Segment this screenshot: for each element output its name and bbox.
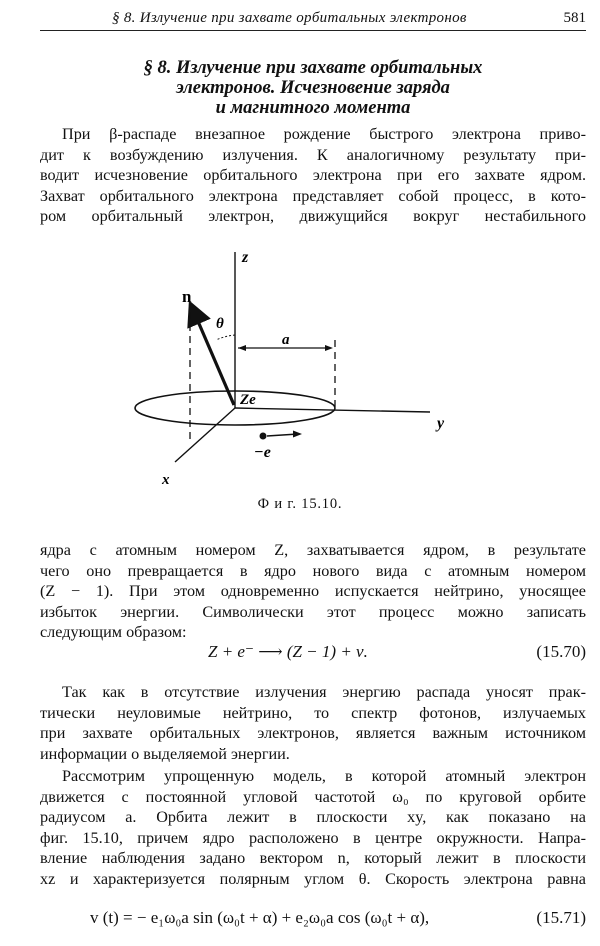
equation-15-70-formula: Z + e⁻ ⟶ (Z − 1) + ν. [208, 642, 368, 661]
label-n: n [182, 287, 192, 306]
label-a: a [282, 332, 290, 348]
x-axis [175, 408, 235, 462]
paragraph-3 [40, 682, 586, 764]
paragraph-1-line: При β-распаде внезапное рождение быстрого электрона приво- [62, 125, 586, 143]
paragraph-3-line: Так как в отсутствие излучения энергию распада уносят прак- [62, 683, 586, 701]
paragraph-4-line: Рассмотрим упрощенную модель, в которой атомный электрон [62, 767, 586, 785]
figure-caption: Ф и г. 15.10. [257, 496, 343, 512]
label-minus-e: −e [254, 444, 271, 461]
paragraph-1-line: водит исчезновение орбитального электрона при его захвате ядром. [40, 166, 586, 184]
running-head-title: § 8. Излучение при захвате орбитальных электронов [112, 10, 467, 26]
paragraph-4-line: вление наблюдения задано вектором n, который лежит в плоскости [40, 849, 586, 867]
label-theta: θ [216, 316, 224, 332]
page-number: 581 [563, 10, 586, 26]
heading-line-3: и магнитного момента [215, 98, 411, 118]
paragraph-3-line: при захвате орбитальных электронов, является важным источником [40, 724, 586, 742]
paragraph-4-line: радиусом a. Орбита лежит в плоскости xy, как показано на [40, 808, 586, 826]
equation-15-71-formula: v (t) = − e₁ω₀a sin (ω₀t + α) + e₂ω₀a cos (ω₀t + α), [90, 908, 430, 927]
equation-15-71 [40, 908, 586, 932]
heading-line-2: электронов. Исчезновение заряда [176, 78, 450, 98]
paragraph-1-line: Захват орбитального электрона представляет собой процесс, в кото- [40, 186, 586, 205]
paragraph-2-line: ядра с атомным номером Z, захватывается ядром, в результате [40, 541, 586, 559]
paragraph-1 [40, 124, 586, 227]
electron-dot [260, 433, 267, 440]
paragraph-3-line: тически неуловимые нейтрино, то спектр фотонов, излучаемых [40, 703, 586, 722]
label-Ze: Ze [240, 392, 256, 408]
heading-line-1: § 8. Излучение при захвате орбитальных [143, 58, 483, 78]
label-x: x [162, 472, 170, 488]
equation-15-70-number: (15.70) [536, 642, 586, 661]
paragraph-1-line: ром орбитальный электрон, движущийся вокруг нестабильного [40, 207, 586, 225]
paragraph-3-line: информации о выделяемой энергии. [40, 744, 290, 763]
label-y: y [437, 415, 445, 432]
paragraph-2 [40, 540, 586, 643]
paragraph-2-line: (Z − 1). При этом одновременно испускается нейтрино, уносящее [40, 582, 586, 600]
theta-arc [216, 335, 235, 340]
paragraph-4-line: фиг. 15.10, причем ядро расположено в центре окружности. Напра- [40, 828, 586, 847]
paragraph-2-line: избыток энергии. Символически этот процесс можно записать [40, 602, 586, 621]
paragraph-1-line: дит к возбуждению излучения. К аналогичному результату при- [40, 145, 586, 164]
paragraph-2-line: чего оно превращается в ядро нового вида с атомным номером [40, 561, 586, 580]
equation-15-71-number: (15.71) [536, 908, 586, 927]
paragraph-4-line: движется с постоянной угловой частотой ω₀ по круговой орбите [40, 787, 586, 806]
label-z: z [242, 249, 249, 266]
paragraph-4-line: xz и характеризуется полярным углом θ. Скорость электрона равна [40, 869, 586, 888]
paragraph-4 [40, 766, 586, 889]
equation-15-70 [40, 642, 586, 666]
running-head [40, 8, 586, 31]
paragraph-2-line: следующим образом: [40, 623, 187, 641]
section-heading [40, 58, 586, 118]
figure-orbit-diagram [130, 240, 460, 500]
